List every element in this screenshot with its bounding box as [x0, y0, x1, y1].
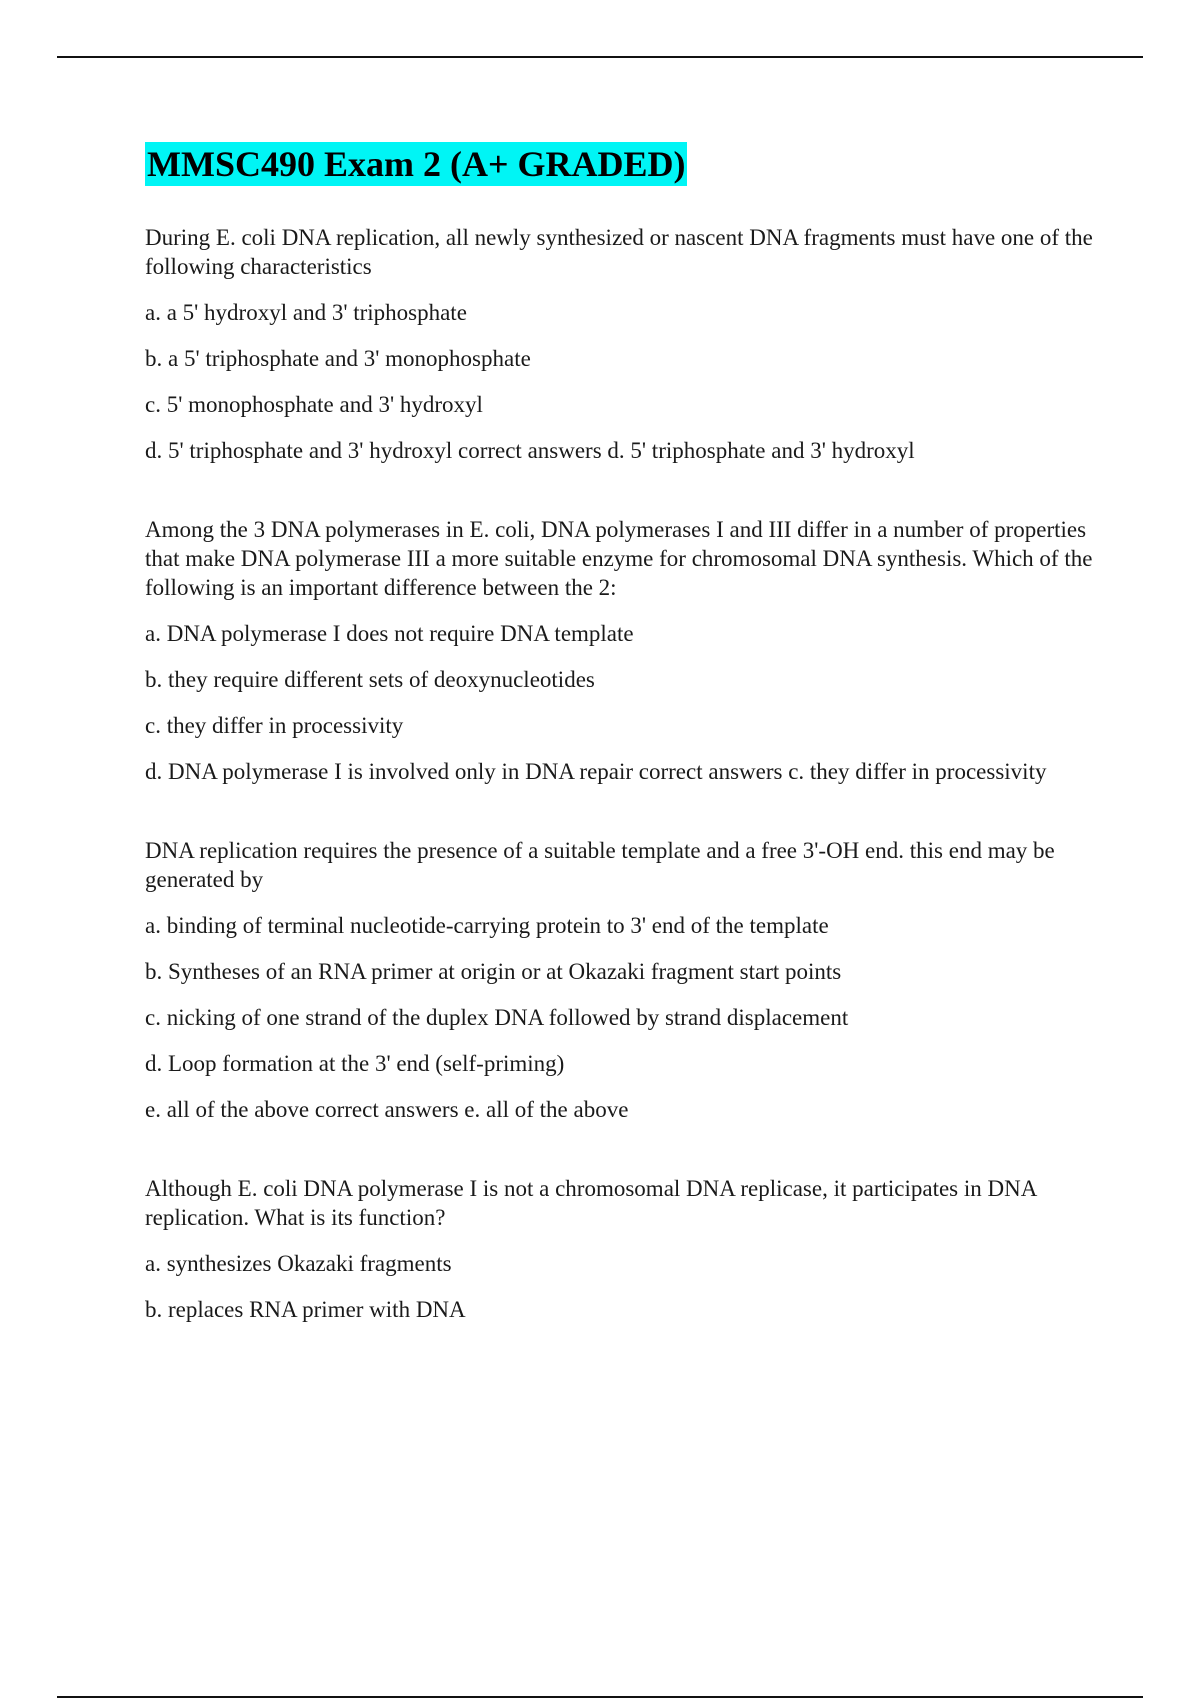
- answer-option-b: b. Syntheses of an RNA primer at origin or at Okazaki fragment start points: [145, 959, 842, 984]
- question-stem: DNA replication requires the presence of a suitable template and a free 3'-OH end. this end may be generated by: [145, 838, 1055, 892]
- question-2: [145, 515, 1095, 786]
- question-1: [145, 223, 1095, 465]
- document-body: [145, 142, 1095, 1341]
- answer-option-a: a. binding of terminal nucleotide-carrying protein to 3' end of the template: [145, 913, 829, 938]
- answer-option-c: c. nicking of one strand of the duplex DNA followed by strand displacement: [145, 1005, 849, 1030]
- answer-option-a: a. DNA polymerase I does not require DNA template: [145, 621, 634, 646]
- answer-option-d: d. Loop formation at the 3' end (self-priming): [145, 1051, 565, 1076]
- top-rule: [57, 56, 1143, 58]
- question-4: [145, 1174, 1095, 1324]
- answer-option-b: b. a 5' triphosphate and 3' monophosphate: [145, 346, 531, 371]
- question-stem: Among the 3 DNA polymerases in E. coli, DNA polymerases I and III differ in a number of properties that make DNA polymerase III a more suitable enzyme for chromosomal DNA synthesis. Which of the following is an important difference between the 2:: [145, 517, 1093, 600]
- question-stem: Although E. coli DNA polymerase I is not a chromosomal DNA replicase, it participates in DNA replication. What is its function?: [145, 1176, 1037, 1230]
- answer-option-c: c. 5' monophosphate and 3' hydroxyl: [145, 392, 483, 417]
- answer-option-d: d. 5' triphosphate and 3' hydroxyl correct answers d. 5' triphosphate and 3' hydroxyl: [145, 438, 915, 463]
- answer-option-b: b. replaces RNA primer with DNA: [145, 1297, 466, 1322]
- answer-option-a: a. synthesizes Okazaki fragments: [145, 1251, 452, 1276]
- answer-option-b: b. they require different sets of deoxynucleotides: [145, 667, 595, 692]
- question-3: [145, 836, 1095, 1124]
- bottom-rule: [57, 1696, 1143, 1698]
- answer-option-a: a. a 5' hydroxyl and 3' triphosphate: [145, 300, 467, 325]
- answer-option-e: e. all of the above correct answers e. all of the above: [145, 1097, 629, 1122]
- document-title: MMSC490 Exam 2 (A+ GRADED): [147, 144, 686, 184]
- question-stem: During E. coli DNA replication, all newly synthesized or nascent DNA fragments must have one of the following characteristics: [145, 225, 1093, 279]
- answer-option-d: d. DNA polymerase I is involved only in DNA repair correct answers c. they differ in processivity: [145, 759, 1047, 784]
- answer-option-c: c. they differ in processivity: [145, 713, 404, 738]
